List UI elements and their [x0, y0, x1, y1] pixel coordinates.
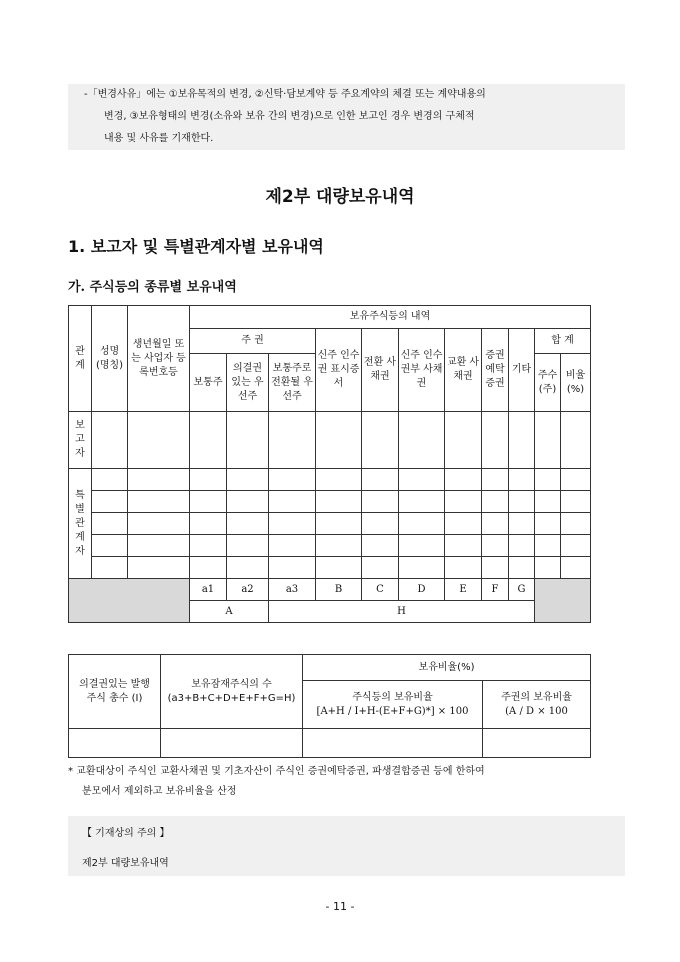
- header-convertible-preferred: 보통주로 전환될 우선주: [269, 354, 316, 412]
- header-other: 기타: [509, 329, 535, 412]
- header-voting-shares-total: 의결권있는 발행주식 총수 (I): [69, 655, 161, 729]
- header-shares: 주 권: [190, 329, 316, 354]
- header-depositary-receipt: 증권 예탁 증권: [482, 329, 509, 412]
- header-stock-holding-ratio: [483, 681, 591, 729]
- header-convertible-bond: 전환 사채권: [362, 329, 399, 412]
- header-holding-ratio: 보유비율(%): [303, 655, 591, 681]
- header-bond-with-warrant: 신주 인수권부 사채권: [399, 329, 445, 412]
- stock-ratio-formula: (A / D × 100: [505, 705, 568, 717]
- row-label-related-party: 특별관계자: [69, 469, 92, 579]
- code-g: G: [509, 579, 535, 601]
- summary-blank-right: [535, 579, 591, 623]
- instruction-note-box: [68, 84, 625, 150]
- shares-ratio-formula: [A+H / I+H-(E+F+G)*] × 100: [316, 705, 469, 717]
- code-f: F: [482, 579, 509, 601]
- section-title: 1. 보고자 및 특별관계자별 보유내역: [68, 237, 324, 256]
- sum-a: A: [190, 601, 269, 623]
- header-shares-holding-ratio: [303, 681, 483, 729]
- subsection-title: 가. 주식등의 종류별 보유내역: [68, 280, 237, 295]
- code-a2: a2: [227, 579, 269, 601]
- header-voting-preferred: 의결권 있는 우선주: [227, 354, 269, 412]
- code-e: E: [445, 579, 482, 601]
- code-a3: a3: [269, 579, 316, 601]
- caution-body: 제2부 대량보유내역: [82, 858, 169, 869]
- footnote-line-1: * 교환대상이 주식인 교환사채권 및 기초자산이 주식인 증권예탁증권, 파생결합증권 등에 한하여: [68, 766, 485, 777]
- header-potential-shares-count: 보유잠재주식의 수 (a3+B+C+D+E+F+G=H): [161, 655, 303, 729]
- header-total: 합 계: [535, 329, 591, 354]
- holdings-by-type-table: [68, 305, 591, 623]
- code-a1: a1: [190, 579, 227, 601]
- header-birth-or-registration: 생년월일 또는 사업자 등록번호등: [128, 306, 190, 412]
- note-line-2: 변경, ③보유형태의 변경(소유와 보유 간의 변경)으로 인한 보고인 경우 변경의 구체적: [104, 111, 475, 122]
- header-holdings-detail: 보유주식등의 내역: [190, 306, 591, 329]
- row-label-reporter: 보고자: [69, 412, 92, 469]
- shares-ratio-label: 주식등의 보유비율: [352, 691, 433, 703]
- part-title: 제2부 대량보유내역: [265, 187, 415, 207]
- note-line-3: 내용 및 사유를 기재한다.: [104, 133, 214, 144]
- caution-title: 【 기재상의 주의 】: [82, 828, 170, 839]
- code-d: D: [399, 579, 445, 601]
- code-c: C: [362, 579, 399, 601]
- footnote-line-2: 분모에서 제외하고 보유비율을 산정: [82, 786, 237, 797]
- holding-ratio-table: [68, 654, 591, 758]
- footnote: [68, 762, 628, 802]
- sum-h: H: [269, 601, 535, 623]
- caution-box: [68, 816, 625, 876]
- header-ratio: 비율 (%): [561, 354, 591, 412]
- header-common-stock: 보통주: [190, 354, 227, 412]
- header-name: 성명 (명칭): [92, 306, 128, 412]
- header-warrant-certificate: 신주 인수권 표시증서: [316, 329, 362, 412]
- summary-blank-left: [69, 579, 190, 623]
- code-b: B: [316, 579, 362, 601]
- header-relation: 관계: [69, 306, 92, 412]
- header-exchangeable-bond: 교환 사채권: [445, 329, 482, 412]
- header-quantity: 주수 (주): [535, 354, 561, 412]
- page-number: - 11 -: [325, 900, 355, 913]
- note-line-1: -「변경사유」에는 ①보유목적의 변경, ②신탁·담보계약 등 주요계약의 체결 또는 계약내용의: [84, 89, 486, 100]
- stock-ratio-label: 주권의 보유비율: [501, 691, 572, 703]
